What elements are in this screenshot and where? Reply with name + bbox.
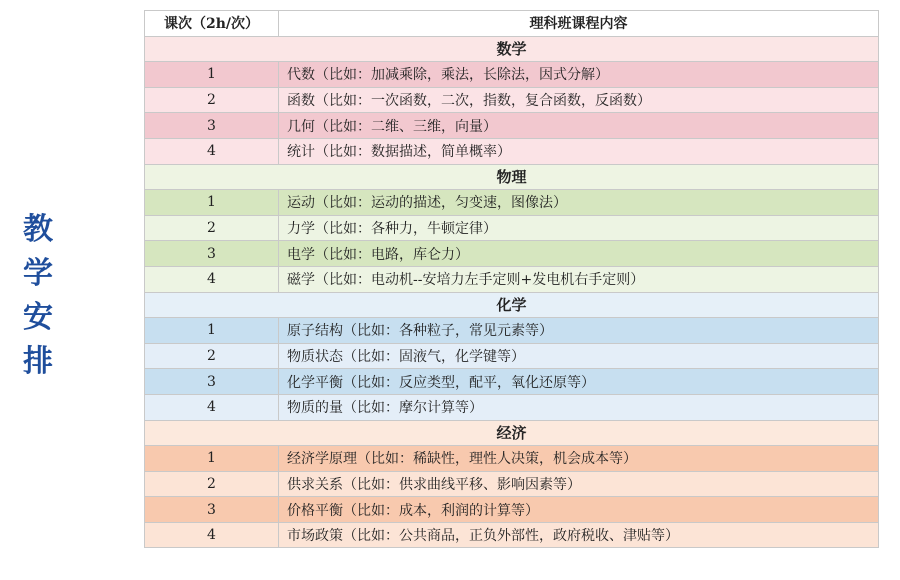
lesson-number: 2 bbox=[145, 343, 279, 369]
lesson-content: 价格平衡（比如：成本，利润的计算等） bbox=[279, 497, 879, 523]
lesson-content: 统计（比如：数据描述，简单概率） bbox=[279, 138, 879, 164]
lesson-content: 市场政策（比如：公共商品，正负外部性，政府税收、津贴等） bbox=[279, 522, 879, 548]
lesson-content: 电学（比如：电路，库仑力） bbox=[279, 241, 879, 267]
section-row-math bbox=[145, 36, 879, 62]
lesson-number: 3 bbox=[145, 241, 279, 267]
lesson-number: 2 bbox=[145, 87, 279, 113]
side-title-char: 教 bbox=[23, 212, 53, 247]
lesson-number: 1 bbox=[145, 318, 279, 344]
lesson-content: 供求关系（比如：供求曲线平移、影响因素等） bbox=[279, 471, 879, 497]
header-lesson: 课次（2h/次） bbox=[145, 11, 279, 37]
lesson-content: 函数（比如：一次函数，二次，指数，复合函数，反函数） bbox=[279, 87, 879, 113]
table-row bbox=[145, 62, 879, 88]
table-row bbox=[145, 241, 879, 267]
section-row-physics bbox=[145, 164, 879, 190]
table-row bbox=[145, 190, 879, 216]
table-row bbox=[145, 497, 879, 523]
table-row bbox=[145, 343, 879, 369]
lesson-number: 1 bbox=[145, 62, 279, 88]
lesson-number: 2 bbox=[145, 471, 279, 497]
table-row bbox=[145, 138, 879, 164]
lesson-number: 4 bbox=[145, 138, 279, 164]
section-title: 物理 bbox=[145, 164, 879, 190]
lesson-number: 1 bbox=[145, 190, 279, 216]
lesson-number: 3 bbox=[145, 369, 279, 395]
lesson-content: 代数（比如：加减乘除，乘法，长除法，因式分解） bbox=[279, 62, 879, 88]
lesson-number: 4 bbox=[145, 266, 279, 292]
lesson-content: 物质的量（比如：摩尔计算等） bbox=[279, 394, 879, 420]
table-row bbox=[145, 394, 879, 420]
lesson-content: 原子结构（比如：各种粒子，常见元素等） bbox=[279, 318, 879, 344]
table-row bbox=[145, 446, 879, 472]
lesson-content: 经济学原理（比如：稀缺性，理性人决策，机会成本等） bbox=[279, 446, 879, 472]
section-row-economics bbox=[145, 420, 879, 446]
lesson-content: 几何（比如：二维、三维，向量） bbox=[279, 113, 879, 139]
table-row bbox=[145, 113, 879, 139]
course-table bbox=[144, 10, 879, 548]
section-row-chemistry bbox=[145, 292, 879, 318]
table-row bbox=[145, 318, 879, 344]
table-row bbox=[145, 215, 879, 241]
lesson-number: 4 bbox=[145, 522, 279, 548]
table-row bbox=[145, 87, 879, 113]
side-title-char: 学 bbox=[23, 256, 53, 291]
table-row bbox=[145, 522, 879, 548]
lesson-content: 物质状态（比如：固液气，化学键等） bbox=[279, 343, 879, 369]
side-title-char: 安 bbox=[23, 300, 53, 335]
section-title: 数学 bbox=[145, 36, 879, 62]
lesson-number: 3 bbox=[145, 497, 279, 523]
lesson-content: 力学（比如：各种力，牛顿定律） bbox=[279, 215, 879, 241]
lesson-content: 运动（比如：运动的描述，匀变速，图像法） bbox=[279, 190, 879, 216]
section-title: 经济 bbox=[145, 420, 879, 446]
table-row bbox=[145, 369, 879, 395]
lesson-number: 1 bbox=[145, 446, 279, 472]
lesson-number: 2 bbox=[145, 215, 279, 241]
side-title bbox=[16, 208, 60, 384]
lesson-number: 4 bbox=[145, 394, 279, 420]
lesson-content: 化学平衡（比如：反应类型，配平，氧化还原等） bbox=[279, 369, 879, 395]
lesson-content: 磁学（比如：电动机--安培力左手定则+发电机右手定则） bbox=[279, 266, 879, 292]
header-row bbox=[145, 11, 879, 37]
header-content: 理科班课程内容 bbox=[279, 11, 879, 37]
table-row bbox=[145, 266, 879, 292]
section-title: 化学 bbox=[145, 292, 879, 318]
lesson-number: 3 bbox=[145, 113, 279, 139]
side-title-char: 排 bbox=[23, 344, 53, 379]
table-row bbox=[145, 471, 879, 497]
